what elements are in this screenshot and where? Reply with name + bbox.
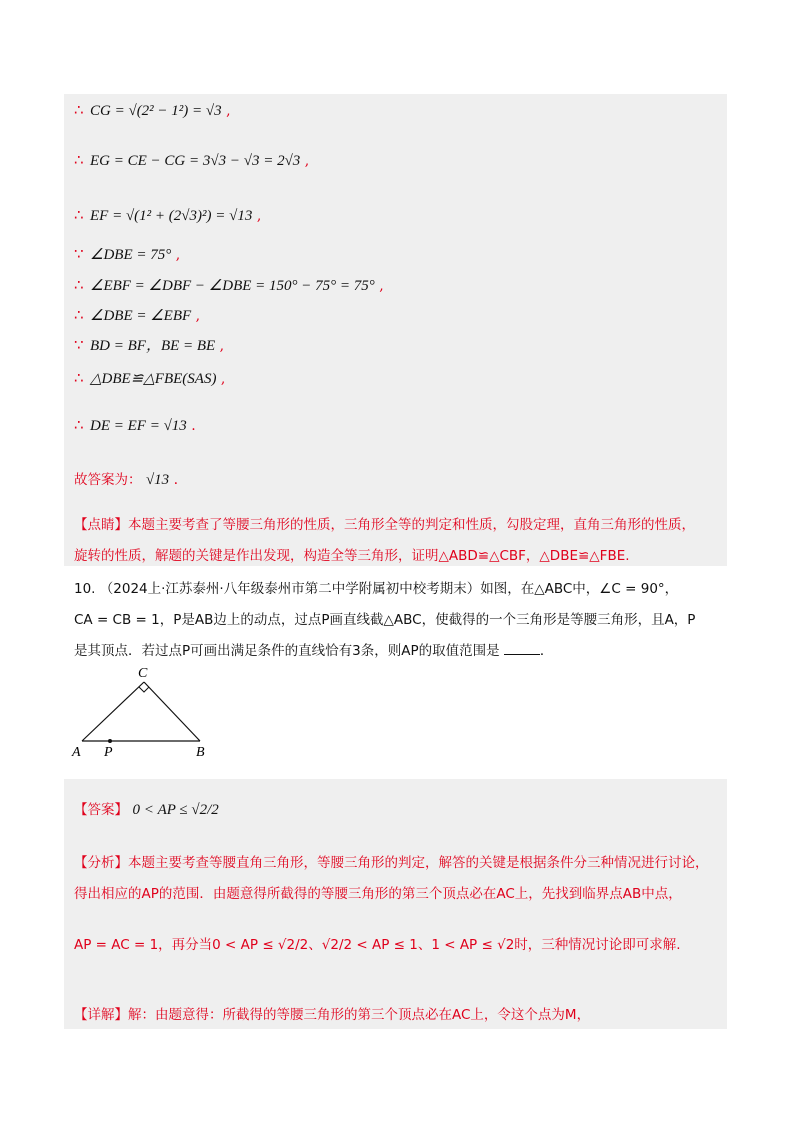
analysis-text-3: AP = AC = 1，再分当0 < AP ≤ √2/2、√2/2 < AP ≤ 1、1 < AP ≤ √2时，三种情况讨论即可求解. bbox=[74, 937, 681, 953]
question-text-2: CA = CB = 1，P是AB边上的动点，过点P画直线截△ABC，使截得的一个三角形是等腰三角形，且A，P bbox=[74, 612, 696, 628]
point-p bbox=[108, 739, 112, 743]
answer-tag: 【答案】 bbox=[74, 802, 128, 818]
question-text-1: 如图，在△ABC中，∠C = 90°， bbox=[480, 581, 679, 597]
answer-blank bbox=[504, 642, 540, 655]
label-c: C bbox=[138, 666, 148, 681]
question-number: 10. bbox=[74, 581, 96, 597]
question-text-end: ． bbox=[539, 643, 554, 659]
comment-text-1: 本题主要考查了等腰三角形的性质，三角形全等的判定和性质，勾股定理，直角三角形的性质， bbox=[128, 517, 695, 533]
solution-line-4: ∵ ∠DBE = 75° , bbox=[74, 245, 181, 263]
answer-line-prev: 故答案为： √13 . bbox=[74, 472, 179, 488]
solution-line-1: ∴ CG = √(2² − 1²) = √3 , bbox=[74, 101, 231, 119]
comment-tag: 【点睛】 bbox=[74, 517, 128, 533]
solution-line-9: ∴ DE = EF = √13 . bbox=[74, 416, 196, 434]
comment-block bbox=[74, 510, 724, 572]
comment-text-2: 旋转的性质，解题的关键是作出发现，构造全等三角形，证明△ABD≌△CBF，△DBE≌△FBE. bbox=[74, 548, 630, 564]
analysis-text-2: 得出相应的AP的范围．由题意得所截得的等腰三角形的第三个顶点必在AC上，先找到临界点AB中点， bbox=[74, 886, 682, 902]
solution-line-7: ∵ BD = BF，BE = BE , bbox=[74, 336, 225, 354]
label-a: A bbox=[72, 745, 81, 760]
label-b: B bbox=[196, 745, 205, 760]
question-source: （2024上·江苏泰州·八年级泰州市第二中学附属初中校考期末） bbox=[99, 581, 481, 597]
solution-line-3: ∴ EF = √(1² + (2√3)²) = √13 , bbox=[74, 206, 262, 224]
detail-tag: 【详解】 bbox=[74, 1007, 128, 1023]
right-angle-mark bbox=[139, 687, 149, 692]
solution-line-2: ∴ EG = CE − CG = 3√3 − √3 = 2√3 , bbox=[74, 151, 310, 169]
answer-value: 0 < AP ≤ √2/2 bbox=[132, 802, 219, 818]
side-ac bbox=[82, 682, 144, 741]
analysis-text-1: 本题主要考查等腰直角三角形，等腰三角形的判定，解答的关键是根据条件分三种情况进行讨论， bbox=[128, 855, 709, 871]
solution-line-8: ∴ △DBE≌△FBE(SAS) , bbox=[74, 369, 226, 387]
solution-line-6: ∴ ∠DBE = ∠EBF , bbox=[74, 306, 201, 324]
label-p: P bbox=[104, 745, 113, 760]
detail-text: 解：由题意得：所截得的等腰三角形的第三个顶点必在AC上，令这个点为M， bbox=[128, 1007, 591, 1023]
triangle-figure bbox=[60, 660, 230, 760]
solution-line-5: ∴ ∠EBF = ∠DBF − ∠DBE = 150° − 75° = 75° , bbox=[74, 276, 384, 294]
question-text-3: 是其顶点．若过点P可画出满足条件的直线恰有3条，则AP的取值范围是 bbox=[74, 643, 500, 659]
analysis-block bbox=[74, 848, 724, 961]
question-10 bbox=[74, 574, 724, 667]
side-cb bbox=[144, 682, 200, 741]
detail-block bbox=[74, 1000, 724, 1031]
answer-line bbox=[74, 800, 219, 820]
analysis-tag: 【分析】 bbox=[74, 855, 128, 871]
